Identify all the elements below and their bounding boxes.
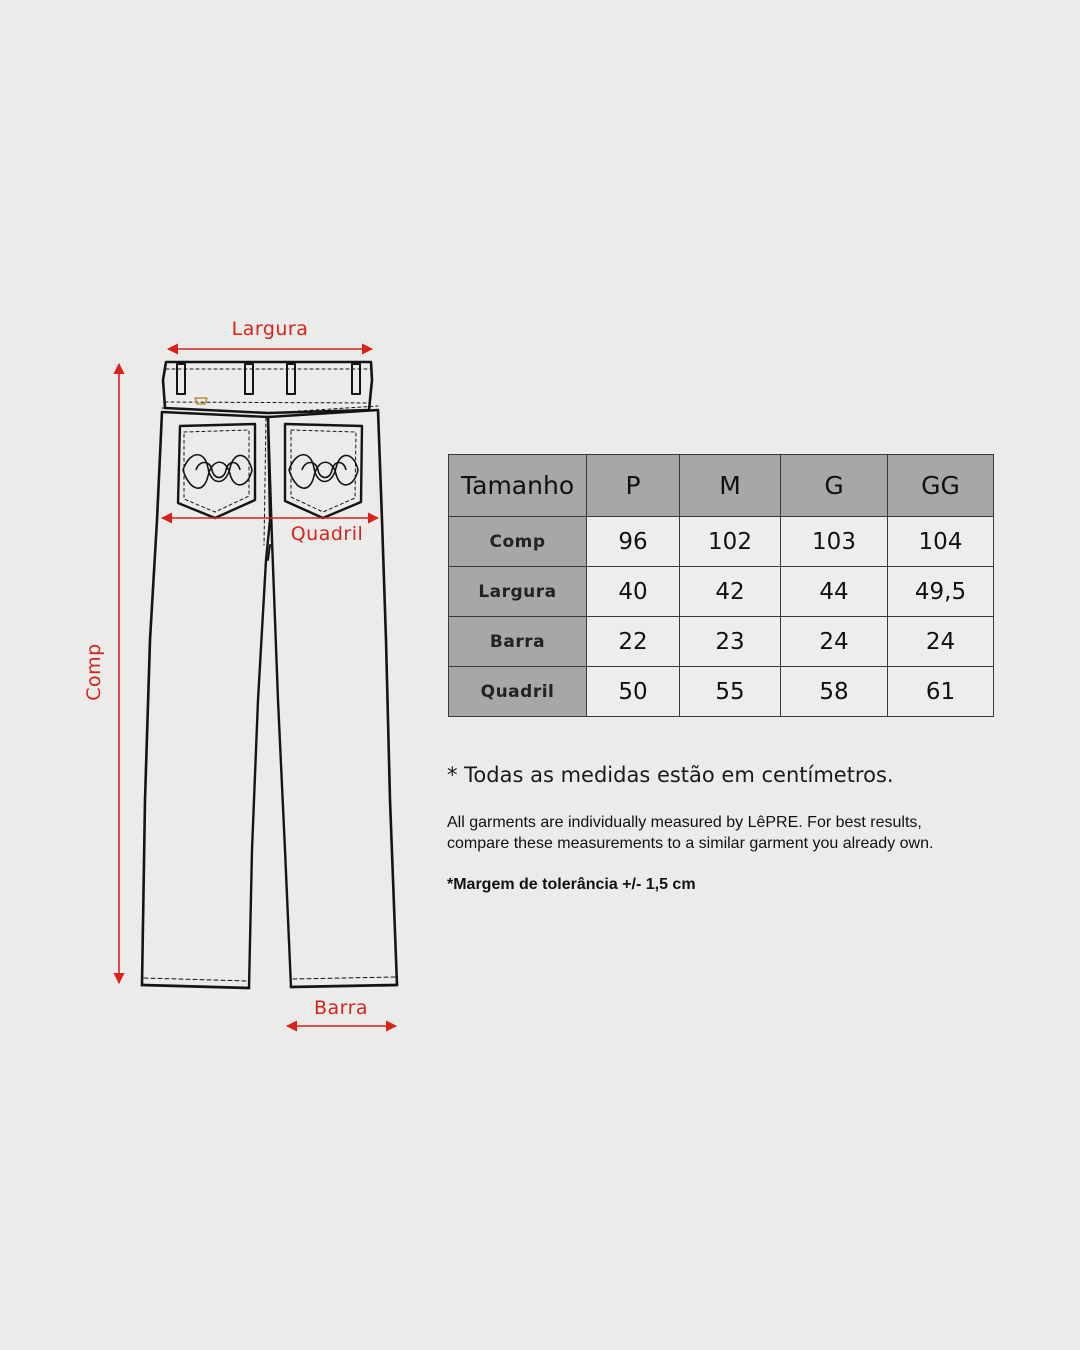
table-cell: 58 — [781, 667, 888, 717]
table-cell: 96 — [587, 517, 680, 567]
row-label-quadril: Quadril — [449, 667, 587, 717]
table-cell: 44 — [781, 567, 888, 617]
table-cell: 55 — [680, 667, 781, 717]
comp-measure — [83, 364, 119, 983]
table-row — [449, 617, 994, 667]
table-row — [449, 567, 994, 617]
row-label-largura: Largura — [449, 567, 587, 617]
table-row — [449, 517, 994, 567]
size-header-row — [449, 455, 994, 517]
table-cell: 40 — [587, 567, 680, 617]
size-header-gg: GG — [888, 455, 994, 517]
table-cell: 49,5 — [888, 567, 994, 617]
barra-label: Barra — [313, 997, 369, 1019]
jeans-back-view-icon — [142, 362, 397, 988]
jeans-size-diagram — [0, 0, 440, 1100]
largura-label: Largura — [231, 318, 309, 340]
size-header-p: P — [587, 455, 680, 517]
table-cell: 24 — [888, 617, 994, 667]
size-header-m: M — [680, 455, 781, 517]
table-cell: 50 — [587, 667, 680, 717]
table-cell: 103 — [781, 517, 888, 567]
measurement-note-line-1: All garments are individually measured by LêPRE. For best results, — [447, 814, 922, 831]
measurement-note — [447, 812, 1027, 854]
table-cell: 61 — [888, 667, 994, 717]
quadril-label: Quadril — [290, 523, 364, 545]
table-cell: 24 — [781, 617, 888, 667]
comp-label: Comp — [83, 643, 105, 701]
row-label-barra: Barra — [449, 617, 587, 667]
table-corner-label: Tamanho — [449, 455, 587, 517]
table-row — [449, 667, 994, 717]
size-table — [448, 454, 994, 717]
table-cell: 23 — [680, 617, 781, 667]
size-header-g: G — [781, 455, 888, 517]
row-label-comp: Comp — [449, 517, 587, 567]
tolerance-note: *Margem de tolerância +/- 1,5 cm — [447, 876, 696, 893]
measurement-note-line-2: compare these measurements to a similar garment you already own. — [447, 835, 934, 852]
table-cell: 42 — [680, 567, 781, 617]
units-note: * Todas as medidas estão em centímetros. — [447, 763, 894, 787]
largura-measure — [168, 318, 372, 349]
table-cell: 104 — [888, 517, 994, 567]
table-cell: 102 — [680, 517, 781, 567]
table-cell: 22 — [587, 617, 680, 667]
barra-measure — [287, 997, 396, 1026]
